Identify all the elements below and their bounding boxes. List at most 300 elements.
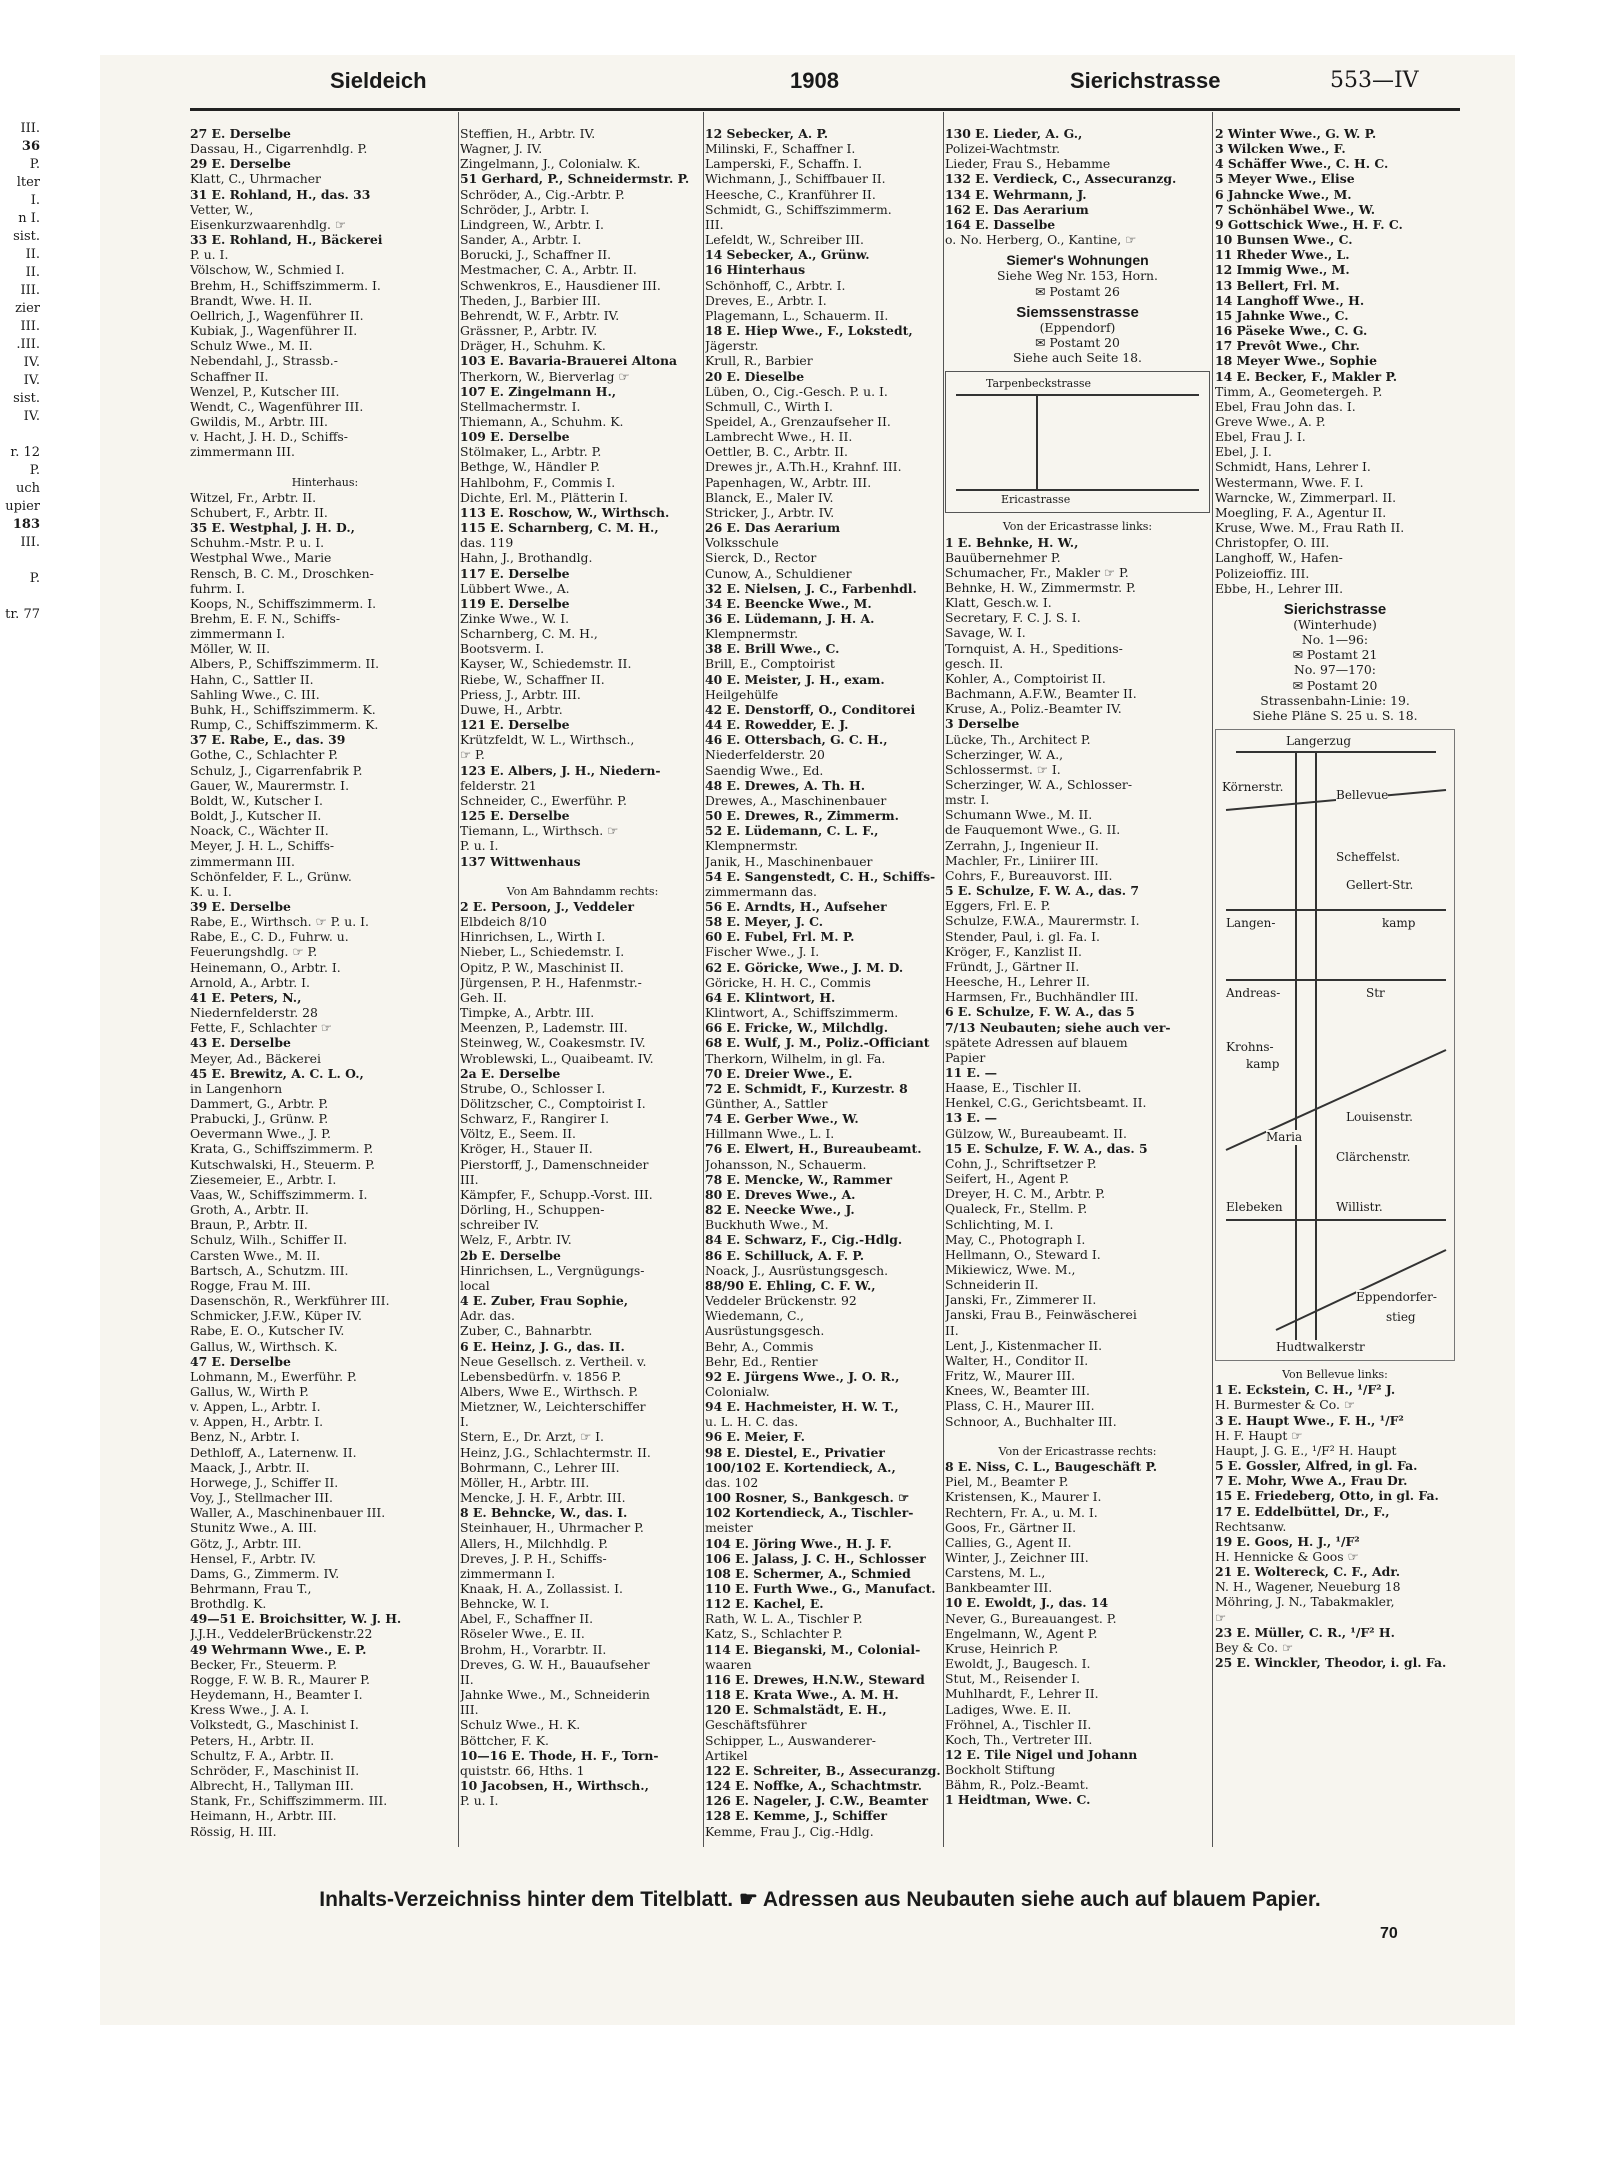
directory-entry: 48 E. Drewes, A. Th. H.: [705, 777, 866, 793]
fragment-line: sist.: [13, 391, 40, 406]
directory-entry: H. Hennicke & Goos ☞: [1215, 1548, 1359, 1564]
directory-entry: Behrmann, Frau T.,: [190, 1581, 312, 1596]
fragment-line: IV.: [23, 373, 40, 388]
directory-entry: III.: [705, 216, 724, 232]
directory-entry: zimmermann III.: [190, 853, 295, 869]
fragment-line: [0, 552, 40, 570]
directory-entry: Carsten Wwe., M. II.: [190, 1247, 321, 1263]
map-label: Körnerstr.: [1222, 780, 1284, 795]
directory-entry: 14 Langhoff Wwe., H.: [1215, 292, 1365, 308]
fragment-line: III.: [20, 121, 40, 136]
directory-entry: Hellmann, O., Steward I.: [945, 1246, 1101, 1262]
directory-entry: Koch, Th., Vertreter III.: [945, 1731, 1093, 1747]
directory-entry: Haupt, J. G. E., ¹/F² H. Haupt: [1215, 1442, 1397, 1458]
fragment-line: III.: [20, 283, 40, 298]
directory-entry: Waller, A., Maschinenbauer III.: [190, 1505, 386, 1521]
directory-entry: Opitz, P. W., Maschinist II.: [460, 959, 624, 975]
directory-entry: Timm, A., Geometergeh. P.: [1215, 383, 1383, 399]
directory-entry: Ausrüstungsgesch.: [705, 1323, 825, 1339]
directory-entry: Rump, C., Schiffszimmerm. K.: [190, 717, 379, 733]
directory-entry: Klempnermstr.: [705, 626, 799, 642]
directory-entry: fuhrm. I.: [190, 580, 245, 596]
directory-entry: Schipper, L., Auswanderer-: [705, 1732, 876, 1748]
directory-entry: meister: [705, 1520, 753, 1536]
directory-entry: Möller, W. II.: [190, 641, 271, 657]
directory-entry: 5 E. Schulze, F. W. A., das. 7: [945, 883, 1140, 899]
directory-entry: Von Bellevue links:: [1282, 1368, 1388, 1382]
directory-entry: Schmicker, J.F.W., Küper IV.: [190, 1308, 362, 1324]
directory-entry: 137 Wittwenhaus: [460, 853, 581, 869]
column-4: [945, 126, 1210, 1808]
directory-entry: Heinz, J.G., Schlachtermstr. II.: [460, 1444, 651, 1460]
directory-entry: 7/13 Neubauten; siehe auch ver-: [945, 1019, 1171, 1035]
directory-entry: 117 E. Derselbe: [460, 565, 570, 581]
directory-entry: 6 Jahncke Wwe., M.: [1215, 186, 1352, 202]
directory-entry: Westphal Wwe., Marie: [190, 550, 332, 566]
directory-entry: Cohn, J., Schriftsetzer P.: [945, 1155, 1097, 1171]
directory-entry: Strube, O., Schlosser I.: [460, 1080, 606, 1096]
directory-entry: 15 E. Friedeberg, Otto, in gl. Fa.: [1215, 1488, 1439, 1504]
directory-entry: Hinterhaus:: [291, 475, 359, 489]
directory-entry: zimmermann I.: [460, 1565, 556, 1581]
directory-entry: 122 E. Schreiter, B., Assecuranzg.: [705, 1762, 941, 1778]
directory-entry: Bethge, W., Händler P.: [460, 459, 600, 475]
directory-entry: 86 E. Schilluck, A. F. P.: [705, 1247, 865, 1263]
directory-entry: Katz, S., Schlachter P.: [705, 1626, 843, 1642]
directory-entry: Schuhm.-Mstr. P. u. I.: [190, 535, 325, 551]
header-rule: [190, 108, 1460, 111]
directory-entry: 15 Jahnke Wwe., C.: [1215, 307, 1349, 323]
directory-entry: 36 E. Lüdemann, J. H. A.: [705, 611, 875, 626]
directory-entry: v. Hacht, J. H. D., Schiffs-: [190, 429, 348, 445]
directory-entry: 115 E. Scharnberg, C. M. H.,: [460, 520, 659, 536]
previous-page-fragment: [0, 120, 40, 624]
directory-entry: u. L. H. C. das.: [705, 1414, 799, 1430]
directory-entry: Wiedemann, C.,: [705, 1308, 804, 1324]
directory-entry: Greve Wwe., A. P.: [1215, 413, 1326, 429]
fragment-line: I.: [30, 193, 40, 208]
directory-entry: 103 E. Bavaria-Brauerei Altona: [460, 353, 678, 369]
directory-entry: Ebbe, H., Lehrer III.: [1215, 580, 1344, 596]
directory-entry: Bachmann, A.F.W., Beamter II.: [945, 686, 1137, 702]
directory-entry: 94 E. Hachmeister, H. W. T.,: [705, 1399, 899, 1415]
fragment-line: sist.: [13, 229, 40, 244]
directory-entry: Lindgreen, W., Arbtr. I.: [460, 216, 604, 232]
directory-entry: Meyer, Ad., Bäckerei: [190, 1050, 321, 1066]
directory-entry: Kämpfer, F., Schupp.-Vorst. III.: [460, 1186, 653, 1202]
directory-entry: Stern, E., Dr. Arzt, ☞ I.: [460, 1429, 604, 1445]
directory-entry: Steinhauer, H., Uhrmacher P.: [460, 1520, 644, 1536]
map-label: Gellert-Str.: [1346, 878, 1414, 893]
directory-entry: Schröder, J., Arbtr. I.: [460, 201, 590, 217]
directory-entry: 125 E. Derselbe: [460, 808, 570, 824]
directory-entry: Artikel: [705, 1747, 748, 1763]
directory-entry: 116 E. Drewes, H.N.W., Steward: [705, 1671, 925, 1687]
directory-entry: Heinemann, O., Arbtr. I.: [190, 959, 341, 975]
directory-entry: 4 Schäffer Wwe., C. H. C.: [1215, 156, 1389, 172]
directory-entry: 26 E. Das Aerarium: [705, 520, 841, 536]
directory-entry: 68 E. Wulf, J. M., Poliz.-Officiant: [705, 1035, 930, 1051]
directory-entry: 114 E. Bieganski, M., Colonial-: [705, 1641, 921, 1657]
directory-entry: Mestmacher, C. A., Arbtr. II.: [460, 262, 637, 278]
directory-entry: Meenzen, P., Lademstr. III.: [460, 1020, 628, 1036]
directory-entry: 39 E. Derselbe: [190, 898, 291, 914]
directory-entry: Kröger, H., Stauer II.: [460, 1141, 593, 1157]
directory-entry: Krata, G., Schiffszimmerm. P.: [190, 1141, 374, 1157]
directory-entry: Böttcher, F. K.: [460, 1732, 549, 1748]
directory-entry: 7 Schönhäbel Wwe., W.: [1215, 201, 1376, 217]
directory-entry: Stölmaker, L., Arbtr. P.: [460, 444, 602, 460]
directory-entry: Speidel, A., Grenzaufseher II.: [705, 413, 891, 429]
map-road: [1036, 394, 1038, 489]
map-label: Str: [1366, 986, 1385, 1001]
directory-entry: Bohrmann, C., Lehrer III.: [460, 1459, 620, 1475]
directory-entry: Dasenschön, R., Werkführer III.: [190, 1293, 390, 1309]
directory-entry: 80 E. Dreves Wwe., A.: [705, 1186, 856, 1202]
directory-entry: Hensel, F., Arbtr. IV.: [190, 1550, 316, 1566]
map-label: kamp: [1382, 916, 1416, 931]
directory-entry: spätete Adressen auf blauem: [945, 1034, 1128, 1050]
directory-entry: Nieber, L., Schiedemstr. I.: [460, 944, 625, 960]
directory-entry: das. 102: [705, 1474, 759, 1490]
directory-entry: 15 E. Schulze, F. W. A., das. 5: [945, 1140, 1148, 1156]
directory-entry: Carstens, M. L.,: [945, 1565, 1046, 1581]
directory-entry: Volksschule: [705, 535, 779, 551]
map-label: Bellevue: [1336, 788, 1389, 803]
directory-entry: Cunow, A., Schuldiener: [705, 565, 852, 581]
directory-entry: Von der Ericastrasse rechts:: [998, 1444, 1157, 1458]
note-line: No. 1—96:: [1301, 632, 1369, 648]
directory-entry: 1 Heidtman, Wwe. C.: [945, 1792, 1091, 1808]
directory-entry: Witzel, Fr., Arbtr. II.: [190, 489, 317, 505]
directory-entry: Noack, C., Wächter II.: [190, 823, 329, 839]
directory-entry: Dethloff, A., Laternenw. II.: [190, 1444, 357, 1460]
fragment-line: r. 12: [10, 445, 40, 460]
fragment-line: II.: [25, 247, 40, 262]
directory-entry: o. No. Herberg, O., Kantine, ☞: [945, 232, 1137, 248]
directory-entry: 3 Wilcken Wwe., F.: [1215, 141, 1346, 157]
directory-entry: 109 E. Derselbe: [460, 429, 570, 445]
fragment-line: III.: [20, 319, 40, 334]
directory-entry: Theden, J., Barbier III.: [460, 292, 601, 308]
directory-entry: schreiber IV.: [460, 1217, 540, 1233]
directory-entry: Milinski, F., Schaffner I.: [705, 141, 856, 157]
directory-entry: Engelmann, W., Agent P.: [945, 1625, 1098, 1641]
directory-entry: Behr, A., Commis: [705, 1338, 814, 1354]
directory-entry: Schumacher, Fr., Makler ☞ P.: [945, 564, 1129, 580]
directory-entry: ☞: [1215, 1609, 1227, 1625]
directory-entry: Behnke, H. W., Zimmermstr. P.: [945, 579, 1136, 595]
directory-entry: Krull, R., Barbier: [705, 353, 813, 369]
directory-entry: Blanck, E., Maler IV.: [705, 489, 834, 505]
directory-entry: Lebensbedürfn. v. 1856 P.: [460, 1368, 622, 1384]
note-line: (Winterhude): [1293, 617, 1377, 632]
directory-entry: Arnold, A., Arbtr. I.: [190, 974, 310, 990]
directory-entry: Dräger, H., Schuhm. K.: [460, 338, 606, 354]
fragment-line: uch: [15, 481, 40, 496]
directory-entry: Scherzinger, W. A., Schlosser-: [945, 777, 1133, 792]
directory-entry: Nebendahl, J., Strassb.-: [190, 353, 338, 369]
directory-entry: Schwenkros, E., Hausdiener III.: [460, 277, 661, 293]
note-line: Siehe Pläne S. 25 u. S. 18.: [1252, 707, 1418, 723]
map-label: Andreas-: [1226, 986, 1281, 1001]
directory-entry: Polizeioffiz. III.: [1215, 565, 1310, 581]
directory-entry: das. 119: [460, 535, 514, 551]
directory-entry: Saendig Wwe., Ed.: [705, 762, 824, 778]
directory-entry: Fette, F., Schlachter ☞: [190, 1020, 332, 1036]
directory-entry: Vaas, W., Schiffszimmerm. I.: [190, 1186, 368, 1202]
directory-entry: Kruse, Heinrich P.: [945, 1640, 1059, 1656]
directory-entry: Rogge, F. W. B. R., Maurer P.: [190, 1671, 370, 1687]
fragment-line: P.: [29, 571, 40, 586]
directory-entry: [945, 1429, 1210, 1444]
directory-entry: 96 E. Meier, F.: [705, 1429, 805, 1445]
directory-entry: Von der Ericastrasse links:: [1002, 520, 1153, 534]
directory-entry: Kemme, Frau J., Cig.-Hdlg.: [705, 1823, 874, 1839]
directory-entry: 5 E. Gossler, Alfred, in gl. Fa.: [1215, 1458, 1418, 1474]
directory-entry: I.: [460, 1414, 469, 1430]
directory-entry: Therkorn, Wilhelm, in gl. Fa.: [705, 1050, 886, 1066]
directory-entry: quiststr. 66, Hths. 1: [460, 1762, 585, 1778]
note-line: ✉ Postamt 21: [1292, 647, 1378, 663]
directory-entry: 18 Meyer Wwe., Sophie: [1215, 353, 1377, 369]
directory-entry: Papier: [945, 1049, 986, 1065]
directory-entry: 42 E. Denstorff, O., Conditorei: [705, 701, 916, 717]
directory-entry: 43 E. Derselbe: [190, 1035, 291, 1051]
directory-entry: Gülzow, W., Bureaubeamt. II.: [945, 1125, 1127, 1141]
directory-entry: Pierstorff, J., Damenschneider: [460, 1156, 649, 1172]
directory-entry: Wenzel, P., Kutscher III.: [190, 383, 340, 399]
footer-note: Inhalts-Verzeichniss hinter dem Titelblatt. ☛ Adressen aus Neubauten siehe auch auf blauem Papier.: [319, 1888, 1321, 1911]
fragment-line: [0, 588, 40, 606]
directory-entry: Dammert, G., Arbtr. P.: [190, 1096, 329, 1111]
fragment-line: zier: [15, 301, 40, 316]
directory-entry: Götz, J., Arbtr. III.: [190, 1535, 302, 1551]
directory-entry: 74 E. Gerber Wwe., W.: [705, 1111, 859, 1127]
directory-entry: 108 E. Schermer, A., Schmied: [705, 1565, 911, 1581]
directory-entry: v. Appen, H., Arbtr. I.: [190, 1414, 324, 1430]
directory-entry: in Langenhorn: [190, 1080, 283, 1096]
directory-entry: 126 E. Nageler, J. C.W., Beamter: [705, 1793, 929, 1809]
directory-entry: Callies, G., Agent II.: [945, 1534, 1072, 1550]
directory-entry: Bey & Co. ☞: [1215, 1639, 1294, 1655]
directory-entry: 17 E. Eddelbüttel, Dr., F.,: [1215, 1503, 1390, 1519]
directory-entry: Lefeldt, W., Schreiber III.: [705, 232, 864, 248]
directory-entry: Oettler, B. C., Arbtr. II.: [705, 444, 848, 460]
directory-entry: Krützfeldt, W. L., Wirthsch.,: [460, 732, 635, 748]
directory-entry: Cohrs, F., Bureauvorst. III.: [945, 867, 1113, 883]
directory-entry: 13 E. —: [945, 1110, 998, 1126]
directory-entry: 16 Päseke Wwe., C. G.: [1215, 323, 1368, 339]
directory-entry: Schulz Wwe., H. K.: [460, 1717, 581, 1733]
directory-entry: Behr, Ed., Rentier: [705, 1353, 818, 1369]
directory-entry: Schönfelder, F. L., Grünw.: [190, 868, 352, 884]
directory-entry: 27 E. Derselbe: [190, 126, 291, 141]
note-line: No. 97—170:: [1294, 662, 1376, 678]
directory-entry: mstr. I.: [945, 792, 990, 808]
directory-entry: Bankbeamter III.: [945, 1580, 1053, 1596]
directory-entry: 12 Sebecker, A. P.: [705, 126, 829, 141]
directory-entry: Tiemann, L., Wirthsch. ☞: [460, 823, 619, 839]
directory-entry: 76 E. Elwert, H., Bureaubeamt.: [705, 1141, 922, 1157]
directory-entry: Schönhoff, C., Arbtr. I.: [705, 277, 846, 293]
directory-entry: N. H., Wagener, Neueburg 18: [1215, 1579, 1401, 1595]
directory-entry: 33 E. Rohland, H., Bäckerei: [190, 232, 383, 248]
directory-entry: Mencke, J. H. F., Arbtr. III.: [460, 1490, 626, 1506]
directory-entry: Heilgehülfe: [705, 686, 779, 702]
directory-entry: Rabe, E., Wirthsch. ☞ P. u. I.: [190, 914, 369, 930]
directory-entry: v. Appen, L., Arbtr. I.: [190, 1399, 321, 1415]
directory-entry: Secretary, F. C. J. S. I.: [945, 610, 1081, 626]
directory-entry: 2b E. Derselbe: [460, 1247, 561, 1263]
directory-entry: 9 Gottschick Wwe., H. F. C.: [1215, 216, 1403, 232]
directory-entry: Veddeler Brückenstr. 92: [705, 1293, 857, 1309]
sierich-title: Sierichstrasse: [1283, 601, 1387, 617]
directory-entry: Hahn, C., Sattler II.: [190, 671, 314, 687]
directory-entry: 46 E. Ottersbach, G. C. H.,: [705, 732, 888, 748]
directory-entry: gesch. II.: [945, 655, 1004, 671]
directory-entry: Rechtern, Fr. A., u. M. I.: [945, 1504, 1098, 1520]
fragment-line: II.: [25, 265, 40, 280]
directory-entry: Klempnermstr.: [705, 838, 799, 854]
directory-entry: Rath, W. L. A., Tischler P.: [705, 1611, 863, 1627]
directory-entry: Kruse, Wwe. M., Frau Rath II.: [1215, 520, 1405, 536]
directory-entry: Hahlbohm, F., Commis I.: [460, 474, 616, 490]
directory-entry: Stricker, J., Arbtr. IV.: [705, 504, 835, 520]
directory-entry: Lohmann, M., Ewerführ. P.: [190, 1368, 357, 1384]
directory-entry: 70 E. Dreier Wwe., E.: [705, 1065, 853, 1081]
directory-entry: 41 E. Peters, N.,: [190, 989, 302, 1005]
directory-entry: ☞ P.: [460, 747, 485, 763]
directory-entry: 106 E. Jalass, J. C. H., Schlosser: [705, 1550, 926, 1566]
directory-entry: Schmidt, G., Schiffszimmerm.: [705, 201, 892, 217]
directory-entry: Völschow, W., Schmied I.: [190, 262, 345, 278]
directory-entry: Neue Gesellsch. z. Vertheil. v.: [460, 1353, 647, 1369]
directory-entry: 112 E. Kachel, E.: [705, 1596, 824, 1612]
directory-entry: Hinrichsen, L., Vergnügungs-: [460, 1262, 645, 1278]
directory-entry: 62 E. Göricke, Wwe., J. M. D.: [705, 959, 904, 975]
page-header: [190, 68, 1450, 102]
directory-entry: 5 Meyer Wwe., Elise: [1215, 171, 1355, 187]
directory-entry: Machler, Fr., Liniirer III.: [945, 852, 1099, 868]
directory-entry: Langhoff, W., Hafen-: [1215, 550, 1343, 566]
directory-entry: 66 E. Fricke, W., Milchdlg.: [705, 1020, 889, 1036]
directory-entry: Albrecht, H., Tallyman III.: [190, 1778, 354, 1794]
directory-entry: P. u. I.: [460, 1793, 499, 1809]
directory-entry: Benz, N., Arbtr. I.: [190, 1429, 300, 1445]
directory-entry: 19 E. Goos, H. J., ¹/F²: [1215, 1533, 1360, 1549]
directory-entry: Lücke, Th., Architect P.: [945, 731, 1091, 747]
note-line: Siehe auch Seite 18.: [1012, 350, 1142, 366]
siemssen-map: [945, 371, 1210, 513]
directory-entry: Kutschwalski, H., Steuerm. P.: [190, 1156, 375, 1172]
directory-entry: Janski, Frau B., Feinwäscherei: [945, 1307, 1137, 1323]
directory-entry: Stender, Paul, i. gl. Fa. I.: [945, 928, 1100, 944]
directory-entry: P. u. I.: [190, 247, 229, 263]
siemssen-title: Siemssenstrasse: [1016, 304, 1139, 320]
directory-entry: Sander, A., Arbtr. I.: [460, 232, 582, 248]
directory-entry: Peters, H., Arbtr. II.: [190, 1732, 315, 1748]
directory-entry: Schneider, C., Ewerführ. P.: [460, 792, 627, 808]
directory-entry: 11 E. —: [945, 1064, 998, 1080]
directory-entry: Koops, N., Schiffszimmerm. I.: [190, 595, 377, 611]
directory-entry: Niederfelderstr. 20: [705, 747, 825, 763]
directory-entry: 98 E. Diestel, E., Privatier: [705, 1444, 885, 1460]
directory-entry: 8 E. Behncke, W., das. I.: [460, 1505, 628, 1521]
directory-entry: Zingelmann, J., Colonialw. K.: [460, 156, 641, 172]
directory-entry: [190, 459, 460, 474]
directory-entry: Schulz Wwe., M. II.: [190, 338, 313, 354]
directory-entry: 38 E. Brill Wwe., C.: [705, 641, 840, 657]
directory-entry: Geschäftsführer: [705, 1717, 807, 1733]
directory-entry: Knaak, H. A., Zollassist. I.: [460, 1581, 623, 1596]
directory-entry: Brehm, E. F. N., Schiffs-: [190, 611, 341, 626]
directory-entry: Haase, E., Tischler II.: [945, 1080, 1082, 1096]
map-label: Tarpenbeckstrasse: [986, 377, 1091, 391]
fragment-line: 183: [12, 517, 40, 532]
directory-entry: 52 E. Lüdemann, C. L. F.,: [705, 823, 879, 839]
directory-entry: 10—16 E. Thode, H. F., Torn-: [460, 1747, 659, 1763]
directory-entry: Niedernfelderstr. 28: [190, 1005, 318, 1021]
directory-entry: H. F. Haupt ☞: [1215, 1427, 1303, 1443]
column-2: [460, 126, 705, 1808]
directory-entry: Rechtsanw.: [1215, 1518, 1287, 1534]
directory-entry: 25 E. Winckler, Theodor, i. gl. Fa.: [1215, 1655, 1447, 1671]
directory-entry: Abel, F., Schaffner II.: [460, 1611, 594, 1627]
directory-entry: Dichte, Erl. M., Plätterin I.: [460, 489, 628, 505]
directory-entry: Schwarz, F., Rangirer I.: [460, 1111, 610, 1127]
directory-entry: Klatt, Gesch.w. I.: [945, 595, 1052, 611]
directory-entry: Heimann, H., Arbtr. III.: [190, 1808, 337, 1824]
directory-entry: Fründt, J., Gärtner II.: [945, 958, 1080, 974]
directory-entry: Tornquist, A. H., Speditions-: [945, 640, 1123, 656]
directory-entry: Feuerungshdlg. ☞ P.: [190, 944, 318, 960]
directory-entry: Prabucki, J., Grünw. P.: [190, 1111, 329, 1127]
directory-entry: Borucki, J., Schaffner II.: [460, 247, 612, 263]
directory-entry: Vetter, W.,: [190, 201, 254, 217]
directory-entry: 72 E. Schmidt, F., Kurzestr. 8: [705, 1080, 908, 1096]
directory-entry: 1 E. Behnke, H. W.,: [945, 534, 1079, 550]
directory-entry: Gauer, W., Maurermstr. I.: [190, 777, 350, 793]
directory-entry: Sahling Wwe., C. III.: [190, 686, 320, 702]
directory-entry: Therkorn, W., Bierverlag ☞: [460, 368, 630, 384]
directory-entry: Schmidt, Hans, Lehrer I.: [1215, 459, 1371, 475]
directory-entry: Riebe, W., Schaffner II.: [460, 671, 605, 687]
directory-entry: Wroblewski, L., Quaibeamt. IV.: [460, 1050, 654, 1066]
directory-entry: 14 Sebecker, A., Grünw.: [705, 247, 870, 263]
column-3: [705, 126, 945, 1839]
directory-entry: zimmermann das.: [705, 883, 817, 899]
directory-entry: Wichmann, J., Schiffbauer II.: [705, 171, 886, 187]
directory-entry: Lent, J., Kistenmacher II.: [945, 1337, 1103, 1353]
directory-entry: Brohm, H., Vorarbtr. II.: [460, 1641, 607, 1657]
directory-entry: Zerrahn, J., Ingenieur II.: [945, 837, 1099, 853]
directory-entry: Stut, M., Reisender I.: [945, 1671, 1081, 1687]
directory-entry: 14 E. Becker, F., Makler P.: [1215, 368, 1398, 384]
directory-entry: Hahn, J., Brothandlg.: [460, 550, 593, 566]
fragment-line: P.: [29, 157, 40, 172]
directory-entry: 121 E. Derselbe: [460, 717, 570, 733]
directory-entry: Schultz, F. A., Arbtr. II.: [190, 1747, 334, 1763]
map-label: Langerzug: [1286, 734, 1352, 749]
directory-entry: 100 Rosner, S., Bankgesch. ☞: [705, 1490, 910, 1506]
map-label: stieg: [1386, 1310, 1416, 1325]
directory-entry: Goos, Fr., Gärtner II.: [945, 1519, 1077, 1535]
directory-entry: Lieder, Frau S., Hebamme: [945, 156, 1111, 172]
directory-entry: Von Am Bahndamm rechts:: [506, 884, 659, 898]
directory-entry: Dreyer, H. C. M., Arbtr. P.: [945, 1186, 1106, 1202]
directory-entry: 47 E. Derselbe: [190, 1353, 291, 1369]
